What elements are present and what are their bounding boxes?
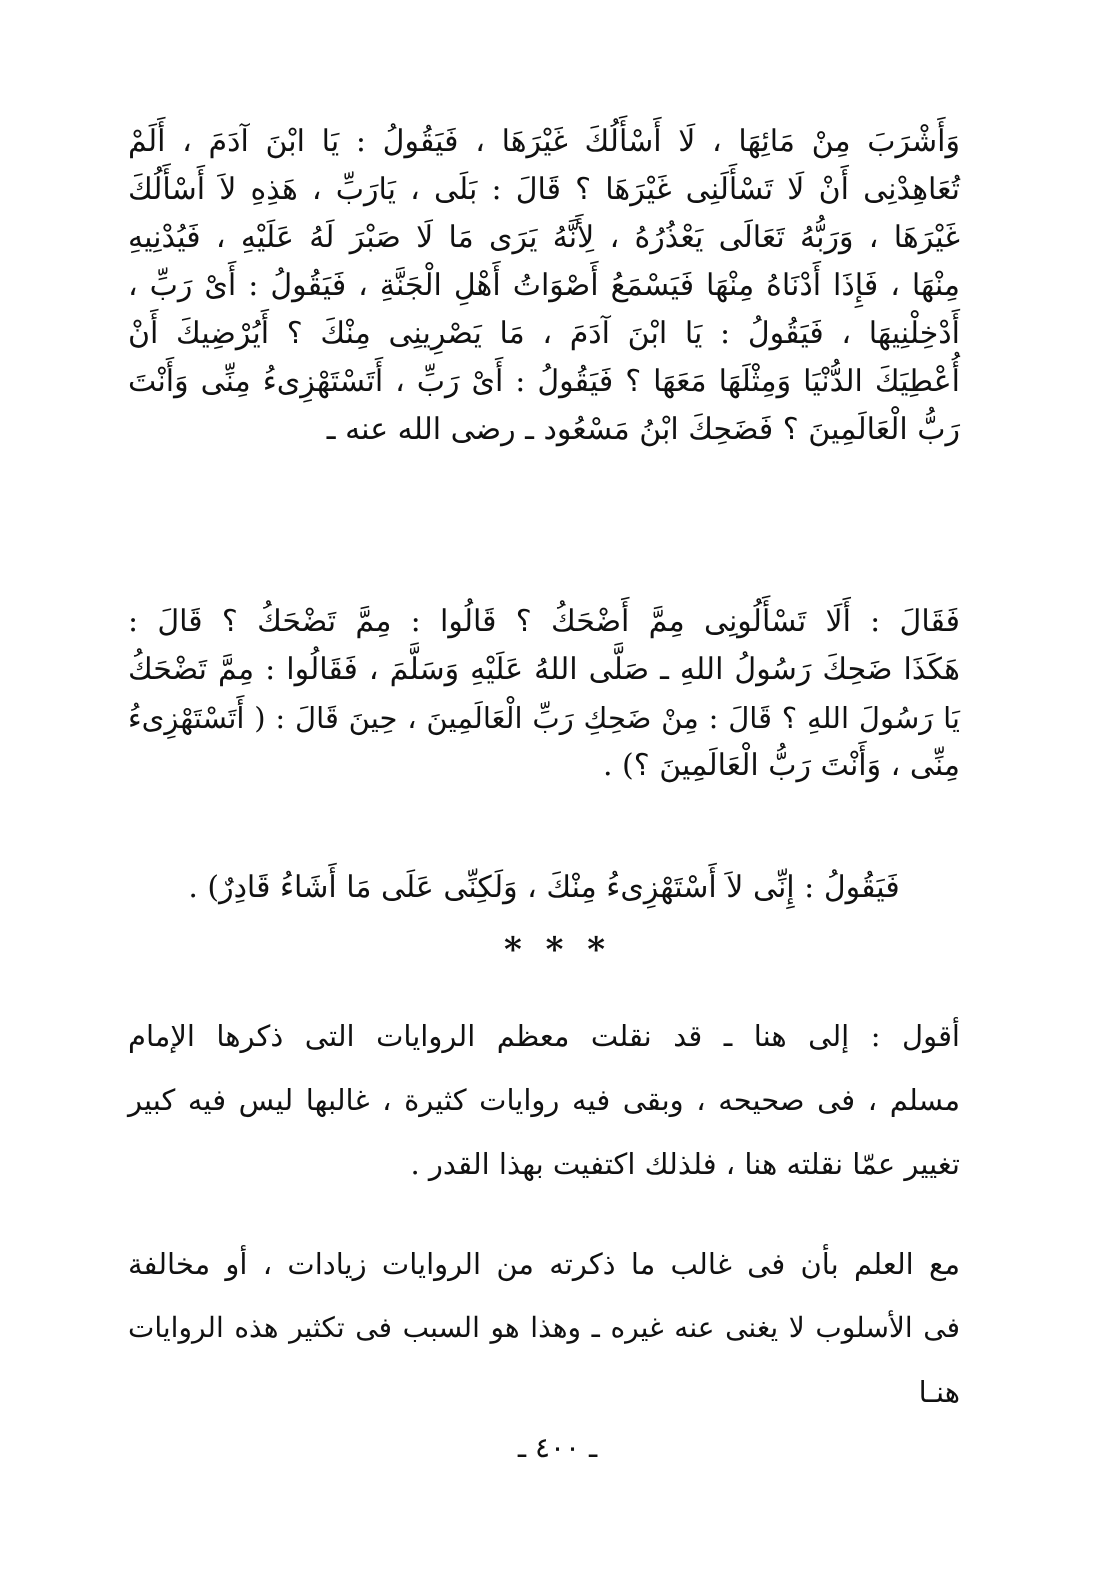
page-number: ـ ٤٠٠ ـ	[517, 1431, 598, 1464]
text-line: يَا رَسُولَ اللهِ ؟ قَالَ : مِنْ ضَحِكِ رَبِّ الْعَالَمِينَ ، حِينَ قَالَ : ( أَتَسْتَهْزِىءُ	[128, 701, 960, 735]
paragraph-author-note	[128, 1232, 960, 1424]
text-line: فى الأسلوب لا يغنى عنه غيره ـ وهذا هو السبب فى تكثير هذه الروايات	[128, 1311, 960, 1344]
text-line: غَيْرَهَا ، وَرَبُّهُ تَعَالَى يَعْذُرُهُ ، لِأَنَّهُ يَرَى مَا لَا صَبْرَ لَهُ عَلَيْهِ ، فَيُدْنِيهِ	[128, 220, 960, 255]
text-line: مِنِّى ، وَأَنْتَ رَبُّ الْعَالَمِينَ ؟) .	[602, 748, 960, 783]
text-line: أَدْخِلْنِيهَا ، فَيَقُولُ : يَا ابْنَ آدَمَ ، مَا يَصْرِينِى مِنْكَ ؟ أَيُرْضِيكَ أَنْ	[128, 316, 960, 351]
text-line: أُعْطِيَكَ الدُّنْيَا وَمِثْلَهَا مَعَهَا ؟ فَيَقُولُ : أَىْ رَبِّ ، أَتَسْتَهْزِىءُ مِنِّى وَأَنْتَ	[128, 364, 960, 399]
paragraph-closing-quote	[128, 862, 960, 914]
text-line: فَقَالَ : أَلَا تَسْأَلُونِى مِمَّ أَضْحَكُ ؟ قَالُوا : مِمَّ تَضْحَكُ ؟ قَالَ :	[128, 604, 960, 639]
paragraph-author-comment	[128, 1004, 960, 1196]
text-line: هَكَذَا ضَحِكَ رَسُولُ اللهِ ـ صَلَّى اللهُ عَلَيْهِ وَسَلَّمَ ، فَقَالُوا : مِمَّ تَضْحَكُ	[128, 652, 960, 687]
text-line: مسلم ، فى صحيحه ، وبقى فيه روايات كثيرة ، غالبها ليس فيه كبير	[128, 1083, 960, 1117]
text-line: هنـا	[918, 1375, 960, 1409]
section-separator: * * *	[503, 930, 611, 970]
text-line: وَأَشْرَبَ مِنْ مَائِهَا ، لَا أَسْأَلُكَ غَيْرَهَا ، فَيَقُولُ : يَا ابْنَ آدَمَ ، أَلَمْ	[128, 124, 960, 159]
paragraph-ibn-masud-laugh	[128, 598, 960, 790]
text-line: مِنْهَا ، فَإِذَا أَدْنَاهُ مِنْهَا فَيَسْمَعُ أَصْوَاتُ أَهْلِ الْجَنَّةِ ، فَيَقُولُ : أَىْ رَبِّ ،	[128, 268, 960, 303]
text-line: تُعَاهِدْنِى أَنْ لَا تَسْأَلَنِى غَيْرَهَا ؟ قَالَ : بَلَى ، يَارَبِّ ، هَذِهِ لاَ أَسْأَلُكَ	[128, 172, 960, 207]
text-line: رَبُّ الْعَالَمِينَ ؟ فَضَحِكَ ابْنُ مَسْعُود ـ رضى الله عنه ـ	[326, 412, 960, 447]
paragraph-hadith-continuation	[128, 118, 960, 454]
text-line: أقول : إلى هنا ـ قد نقلت معظم الروايات التى ذكرها الإمام	[128, 1019, 960, 1053]
text-line: فَيَقُولُ : إِنِّى لاَ أَسْتَهْزِىءُ مِنْكَ ، وَلَكِنِّى عَلَى مَا أَشَاءُ قَادِرٌ) .	[188, 870, 900, 905]
text-line: مع العلم بأن فى غالب ما ذكرته من الروايات زيادات ، أو مخالفة	[128, 1247, 960, 1281]
text-line: تغيير عمّا نقلته هنا ، فلذلك اكتفيت بهذا القدر .	[410, 1147, 960, 1181]
